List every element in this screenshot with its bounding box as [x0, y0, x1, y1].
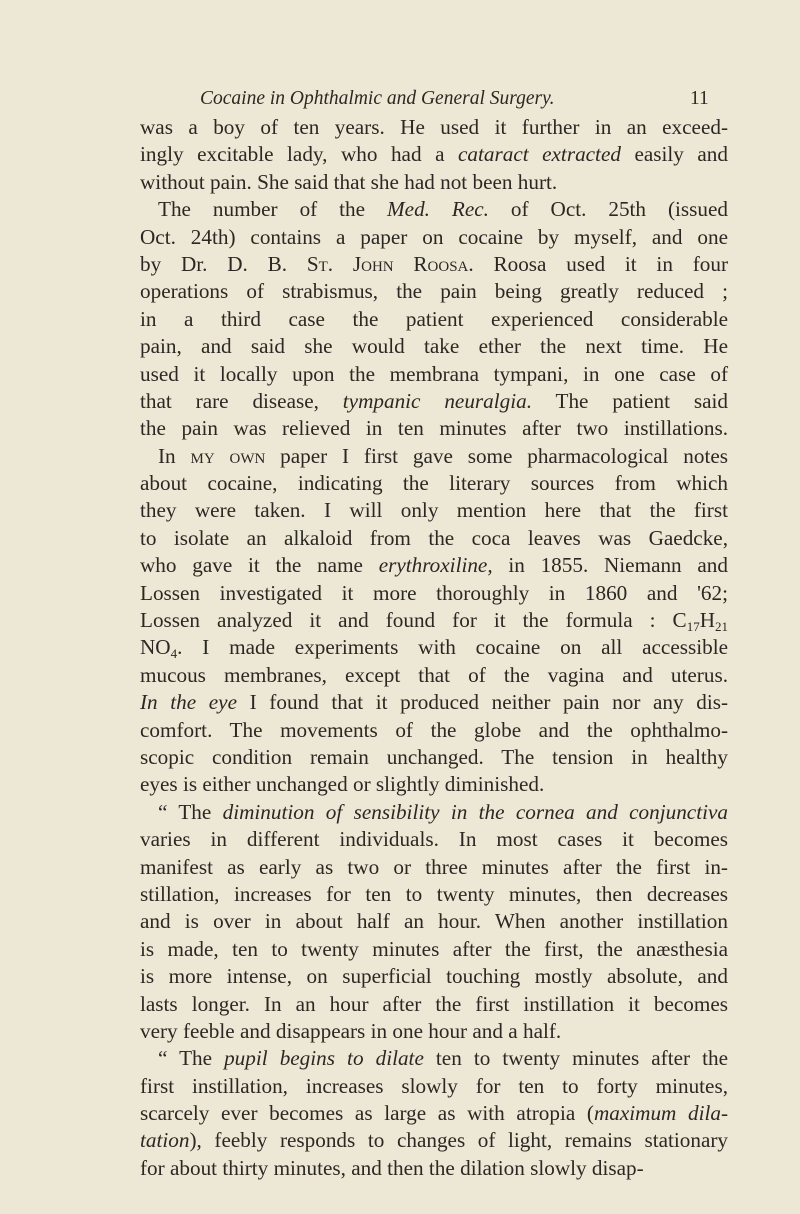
text-line: mucous membranes, except that of the vagina and uterus.	[140, 662, 728, 687]
text-line: about cocaine, indicating the literary sources from which	[140, 471, 728, 496]
text-line: for about thirty minutes, and then the dilation slowly disap-	[140, 1155, 644, 1180]
text-line: operations of strabismus, the pain being greatly reduced ;	[140, 279, 728, 304]
text-line: was a boy of ten years. He used it further in an exceed-	[140, 115, 728, 139]
text-line: in a third case the patient experienced considerable	[140, 306, 728, 331]
text-line: varies in different individuals. In most cases it becomes	[140, 827, 728, 852]
text-line: manifest as early as two or three minutes after the first in-	[140, 854, 728, 879]
text-line: The number of the Med. Rec. of Oct. 25th (issued	[158, 197, 729, 222]
text-line: scopic condition remain unchanged. The tension in healthy	[140, 744, 728, 769]
text-line: used it locally upon the membrana tympani, in one case of	[140, 361, 728, 386]
text-line: very feeble and disappears in one hour and a half.	[140, 1018, 562, 1043]
text-line: lasts longer. In an hour after the first instillation it becomes	[140, 991, 728, 1016]
body-text	[140, 114, 728, 1182]
text-line: without pain. She said that she had not been hurt.	[140, 169, 558, 194]
text-line: comfort. The movements of the globe and the ophthalmo-	[140, 717, 728, 742]
text-line: tation), feebly responds to changes of light, remains stationary	[140, 1128, 728, 1153]
text-line: $NO_4$. I made experiments with cocaine on all accessible	[140, 635, 728, 662]
text-line: Oct. 24th) contains a paper on cocaine by myself, and one	[140, 224, 728, 249]
text-line: Lossen analyzed it and found for it the formula : $C_{17}H_{21}$	[140, 608, 728, 635]
header-title: Cocaine in Ophthalmic and General Surgery.	[200, 88, 555, 109]
text-line: scarcely ever becomes as large as with atropia (maximum dila-	[140, 1101, 728, 1126]
text-line: is made, ten to twenty minutes after the first, the anæsthesia	[140, 936, 728, 961]
running-header	[200, 88, 720, 110]
page-number: 11	[690, 88, 709, 109]
text-line: the pain was relieved in ten minutes after two instillations.	[140, 416, 728, 441]
text-line: to isolate an alkaloid from the coca leaves was Gaedcke,	[140, 525, 728, 550]
text-line: ingly excitable lady, who had a cataract extracted easily and	[140, 142, 728, 167]
text-line: and is over in about half an hour. When another instillation	[140, 909, 728, 934]
text-line: Lossen investigated it more thoroughly in 1860 and '62;	[140, 580, 728, 605]
text-line: “ The pupil begins to dilate ten to twenty minutes after the	[158, 1046, 729, 1071]
text-line: they were taken. I will only mention here that the first	[140, 498, 728, 523]
text-line: who gave it the name erythroxiline, in 1855. Niemann and	[140, 553, 728, 578]
text-line: eyes is either unchanged or slightly diminished.	[140, 772, 545, 797]
text-line: In the eye I found that it produced neither pain nor any dis-	[140, 690, 729, 715]
text-line: is more intense, on superficial touching mostly absolute, and	[140, 964, 728, 989]
text-line: In my own paper I first gave some pharmacological notes	[158, 443, 728, 468]
text-line: first instillation, increases slowly for ten to forty minutes,	[140, 1073, 728, 1098]
text-line: that rare disease, tympanic neuralgia. The patient said	[140, 388, 728, 413]
text-line: stillation, increases for ten to twenty minutes, then decreases	[140, 881, 728, 906]
text-line: “ The diminution of sensibility in the cornea and conjunctiva	[158, 799, 728, 824]
text-line: pain, and said she would take ether the next time. He	[140, 334, 728, 359]
text-line: by Dr. D. B. St. John Roosa. Roosa used it in four	[140, 251, 729, 276]
